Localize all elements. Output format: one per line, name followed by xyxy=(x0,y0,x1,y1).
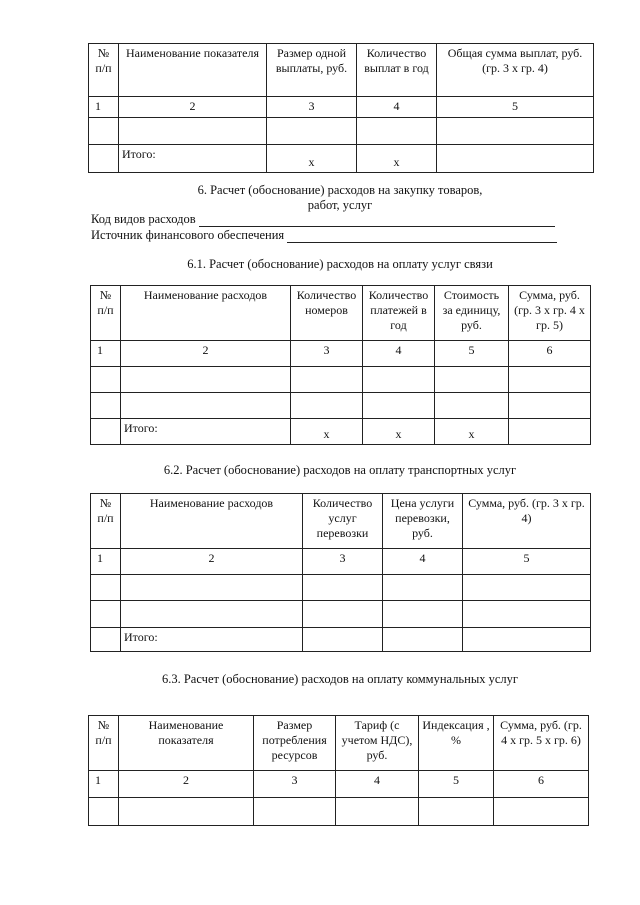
column-number-row xyxy=(91,549,591,575)
empty-cell xyxy=(383,575,463,601)
empty-cell xyxy=(91,419,121,445)
column-number: 6 xyxy=(494,771,589,798)
col-header-sum: Сумма, руб. (гр. 3 х гр. 4 х гр. 5) xyxy=(509,286,591,341)
empty-cell xyxy=(463,628,591,652)
empty-cell xyxy=(121,367,291,393)
empty-cell xyxy=(91,628,121,652)
expense-code-field xyxy=(91,212,555,227)
table-header-row xyxy=(89,716,589,771)
table-row xyxy=(89,798,589,826)
table-row xyxy=(89,118,594,145)
expense-code-input-line[interactable] xyxy=(199,215,555,227)
col-header-consumption: Размер потребления ресурсов xyxy=(254,716,336,771)
col-header-indicator-name: Наименование показателя xyxy=(119,44,267,97)
column-number-row xyxy=(91,341,591,367)
table-header-row xyxy=(89,44,594,97)
table-row xyxy=(91,601,591,628)
empty-cell xyxy=(89,145,119,173)
empty-cell xyxy=(267,118,357,145)
column-number: 3 xyxy=(291,341,363,367)
funding-source-label: Источник финансового обеспечения xyxy=(91,228,285,242)
column-number: 5 xyxy=(419,771,494,798)
column-number: 2 xyxy=(121,549,303,575)
empty-cell xyxy=(437,118,594,145)
section-6-title xyxy=(120,183,560,213)
empty-cell xyxy=(254,798,336,826)
transport-services-table xyxy=(90,493,591,652)
empty-cell xyxy=(363,393,435,419)
total-row xyxy=(91,628,591,652)
col-header-number: № п/п xyxy=(91,286,121,341)
x-mark: х xyxy=(291,419,363,445)
empty-cell xyxy=(383,601,463,628)
column-number: 2 xyxy=(119,771,254,798)
empty-cell xyxy=(435,393,509,419)
column-number: 2 xyxy=(121,341,291,367)
x-mark: х xyxy=(363,419,435,445)
empty-cell xyxy=(91,601,121,628)
column-number-row xyxy=(89,771,589,798)
empty-cell xyxy=(121,575,303,601)
col-header-payments-per-year: Количество платежей в год xyxy=(363,286,435,341)
column-number: 1 xyxy=(91,341,121,367)
column-number: 6 xyxy=(509,341,591,367)
column-number: 5 xyxy=(435,341,509,367)
col-header-total-payments: Общая сумма выплат, руб. (гр. 3 х гр. 4) xyxy=(437,44,594,97)
col-header-payment-size: Размер одной выплаты, руб. xyxy=(267,44,357,97)
expense-code-label: Код видов расходов xyxy=(91,212,196,226)
column-number: 4 xyxy=(336,771,419,798)
column-number: 1 xyxy=(89,97,119,118)
funding-source-field xyxy=(91,228,557,243)
empty-cell xyxy=(91,575,121,601)
empty-cell xyxy=(509,393,591,419)
funding-source-input-line[interactable] xyxy=(287,231,557,243)
x-mark: х xyxy=(435,419,509,445)
empty-cell xyxy=(463,601,591,628)
empty-cell xyxy=(494,798,589,826)
col-header-indicator-name: Наименование показателя xyxy=(119,716,254,771)
section-6-title-line1: 6. Расчет (обоснование) расходов на закупку товаров, xyxy=(197,183,483,197)
col-header-numbers-count: Количество номеров xyxy=(291,286,363,341)
table-row xyxy=(91,367,591,393)
empty-cell xyxy=(119,798,254,826)
table-row xyxy=(91,393,591,419)
table-header-row xyxy=(91,286,591,341)
empty-cell xyxy=(509,419,591,445)
empty-cell xyxy=(91,393,121,419)
col-header-number: № п/п xyxy=(89,716,119,771)
column-number: 5 xyxy=(437,97,594,118)
column-number: 1 xyxy=(91,549,121,575)
empty-cell xyxy=(119,118,267,145)
column-number: 4 xyxy=(383,549,463,575)
x-mark: х xyxy=(267,145,357,173)
empty-cell xyxy=(336,798,419,826)
empty-cell xyxy=(121,601,303,628)
col-header-number: № п/п xyxy=(89,44,119,97)
section-6-1-title: 6.1. Расчет (обоснование) расходов на оплату услуг связи xyxy=(187,257,493,271)
empty-cell xyxy=(303,601,383,628)
col-header-number: № п/п xyxy=(91,494,121,549)
empty-cell xyxy=(89,118,119,145)
empty-cell xyxy=(91,367,121,393)
empty-cell xyxy=(121,393,291,419)
empty-cell xyxy=(291,393,363,419)
column-number: 3 xyxy=(267,97,357,118)
column-number: 4 xyxy=(357,97,437,118)
table-row xyxy=(91,575,591,601)
empty-cell xyxy=(437,145,594,173)
col-header-transport-count: Количество услуг перевозки xyxy=(303,494,383,549)
total-label: Итого: xyxy=(121,419,291,445)
empty-cell xyxy=(419,798,494,826)
empty-cell xyxy=(291,367,363,393)
empty-cell xyxy=(509,367,591,393)
col-header-unit-cost: Стоимость за единицу, руб. xyxy=(435,286,509,341)
empty-cell xyxy=(303,575,383,601)
col-header-sum: Сумма, руб. (гр. 3 х гр. 4) xyxy=(463,494,591,549)
column-number-row xyxy=(89,97,594,118)
column-number: 5 xyxy=(463,549,591,575)
col-header-transport-price: Цена услуги перевозки, руб. xyxy=(383,494,463,549)
empty-cell xyxy=(303,628,383,652)
total-label: Итого: xyxy=(119,145,267,173)
empty-cell xyxy=(363,367,435,393)
empty-cell xyxy=(383,628,463,652)
col-header-tariff: Тариф (с учетом НДС), руб. xyxy=(336,716,419,771)
empty-cell xyxy=(463,575,591,601)
section-6-title-line2: работ, услуг xyxy=(307,198,373,212)
column-number: 1 xyxy=(89,771,119,798)
col-header-sum: Сумма, руб. (гр. 4 х гр. 5 х гр. 6) xyxy=(494,716,589,771)
column-number: 3 xyxy=(254,771,336,798)
col-header-indexation: Индексация , % xyxy=(419,716,494,771)
empty-cell xyxy=(435,367,509,393)
total-label: Итого: xyxy=(121,628,303,652)
total-row xyxy=(91,419,591,445)
section-6-2-title: 6.2. Расчет (обоснование) расходов на оплату транспортных услуг xyxy=(163,463,517,477)
column-number: 3 xyxy=(303,549,383,575)
column-number: 4 xyxy=(363,341,435,367)
column-number: 2 xyxy=(119,97,267,118)
payments-table xyxy=(88,43,594,173)
empty-cell xyxy=(89,798,119,826)
utility-services-table xyxy=(88,715,589,826)
col-header-expense-name: Наименование расходов xyxy=(121,286,291,341)
section-6-3-title: 6.3. Расчет (обоснование) расходов на оплату коммунальных услуг xyxy=(161,672,519,686)
col-header-expense-name: Наименование расходов xyxy=(121,494,303,549)
col-header-payments-per-year: Количество выплат в год xyxy=(357,44,437,97)
communication-services-table xyxy=(90,285,591,445)
total-row xyxy=(89,145,594,173)
table-header-row xyxy=(91,494,591,549)
empty-cell xyxy=(357,118,437,145)
x-mark: х xyxy=(357,145,437,173)
